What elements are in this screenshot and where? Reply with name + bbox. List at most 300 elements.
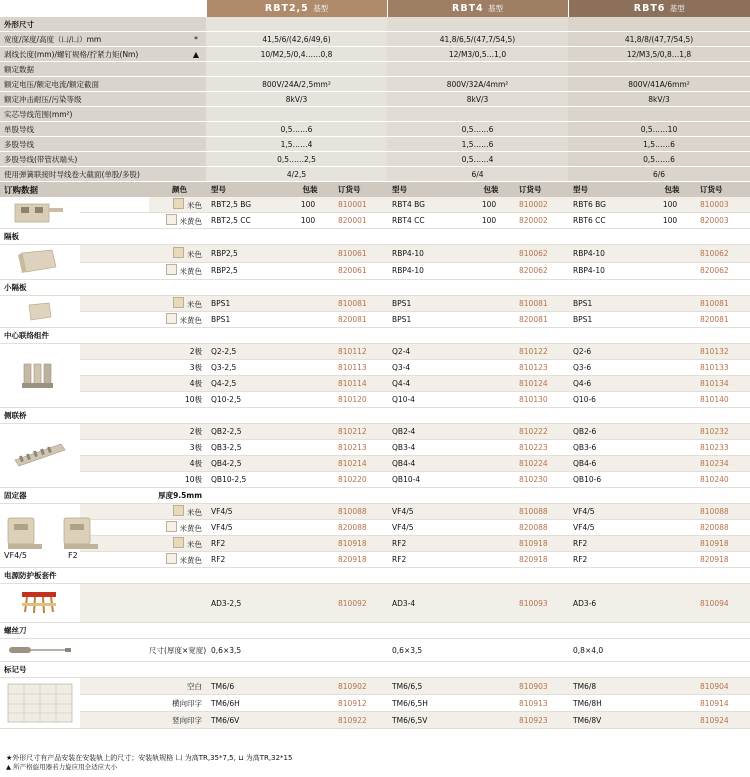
model: RF2 <box>387 536 465 552</box>
plate-illustration <box>12 247 68 277</box>
order-number: 820002 <box>513 213 568 229</box>
color-swatch-icon <box>166 214 177 225</box>
model: RBT2,5 CC <box>206 213 284 229</box>
model: RBP2,5 <box>206 262 284 280</box>
model: Q3-4 <box>387 360 465 376</box>
svg-text:F2: F2 <box>68 550 78 560</box>
section-name <box>80 197 149 213</box>
model: RF2 <box>568 552 646 568</box>
row-color: 横向印字 <box>149 695 206 712</box>
pack <box>284 245 332 263</box>
section-name: 螺丝刀 <box>0 623 206 639</box>
pack <box>284 392 332 408</box>
model: QB10-4 <box>387 472 465 488</box>
table-row <box>0 440 750 456</box>
model: VF4/5 <box>568 520 646 536</box>
pack <box>646 536 694 552</box>
model: VF4/5 <box>387 520 465 536</box>
pack <box>284 504 332 520</box>
order-number: 820001 <box>332 213 387 229</box>
table-row <box>0 296 750 312</box>
model: AD3-4 <box>387 584 465 623</box>
spec-value: 12/M3,5/0,8…1,8 <box>568 47 750 62</box>
order-number: 810924 <box>694 712 750 729</box>
row-color: 4极 <box>149 376 206 392</box>
pack <box>465 695 513 712</box>
side-bridge-icon <box>0 424 80 488</box>
terminal-block-illustration <box>9 200 71 226</box>
pack <box>284 712 332 729</box>
model: 0,6×3,5 <box>206 639 284 662</box>
spec-value: 41,5/6/(42,6/49,6) <box>206 32 387 47</box>
pack <box>465 424 513 440</box>
marker-illustration <box>4 680 76 726</box>
spec-label: 宽度/深度/高度（凵/凵）mm <box>0 32 186 47</box>
model: RF2 <box>206 552 284 568</box>
pack <box>646 312 694 328</box>
plate-icon <box>0 245 80 280</box>
section-title-row <box>0 623 750 639</box>
order-number: 810918 <box>513 536 568 552</box>
order-number: 820918 <box>513 552 568 568</box>
pack <box>646 360 694 376</box>
order-number: 810133 <box>694 360 750 376</box>
spec-icon <box>186 167 206 182</box>
footnotes <box>6 753 744 773</box>
footnote-line-2: ▲ 所产格旋用器若力旋应用全适应大小 <box>6 763 118 772</box>
model: RBT4 CC <box>387 213 465 229</box>
spec-value: 1,5……4 <box>206 137 387 152</box>
model: BPS1 <box>568 296 646 312</box>
spec-value: 4/2,5 <box>206 167 387 182</box>
order-number: 810222 <box>513 424 568 440</box>
spec-icon <box>186 107 206 122</box>
order-number <box>332 639 387 662</box>
order-number: 820918 <box>694 552 750 568</box>
order-number: 820088 <box>332 520 387 536</box>
pack <box>465 312 513 328</box>
row-color: 竖向印字 <box>149 712 206 729</box>
spec-value: 800V/32A/4mm² <box>387 77 568 92</box>
pack <box>465 360 513 376</box>
pack <box>646 344 694 360</box>
pack <box>646 376 694 392</box>
order-number: 820062 <box>694 262 750 280</box>
pack: 100 <box>465 213 513 229</box>
model: QB10-2,5 <box>206 472 284 488</box>
guard-kit-icon <box>0 584 80 623</box>
spec-row <box>0 107 750 122</box>
pack <box>284 678 332 695</box>
pack <box>465 520 513 536</box>
model: RBP4-10 <box>387 262 465 280</box>
spec-label: 剥线长度(mm)/螺钉规格/拧紧力矩(Nm) <box>0 47 186 62</box>
order-number: 810124 <box>513 376 568 392</box>
spec-value: 800V/24A/2,5mm² <box>206 77 387 92</box>
section-name: 隔板 <box>0 229 206 245</box>
order-number: 810081 <box>332 296 387 312</box>
table-row <box>0 712 750 729</box>
color-swatch-icon <box>173 198 184 209</box>
section-title-row <box>0 328 750 344</box>
order-number: 820062 <box>513 262 568 280</box>
pack <box>646 584 694 623</box>
screwdriver-icon <box>0 639 80 662</box>
model: Q10-6 <box>568 392 646 408</box>
marker-icon <box>0 678 80 729</box>
table-row <box>0 695 750 712</box>
model: 0,8×4,0 <box>568 639 646 662</box>
pack <box>646 392 694 408</box>
spec-value: 8kV/3 <box>568 92 750 107</box>
center-link-illustration <box>10 354 70 398</box>
model: VF4/5 <box>568 504 646 520</box>
spec-value <box>206 62 387 77</box>
order-pack-header: 包装 <box>284 182 332 197</box>
svg-text:VF4/5: VF4/5 <box>4 550 27 560</box>
model: AD3-6 <box>568 584 646 623</box>
spec-icon <box>186 62 206 77</box>
pack <box>646 695 694 712</box>
row-color: 10极 <box>149 392 206 408</box>
pack <box>465 504 513 520</box>
section-name: 电源防护板套件 <box>0 568 206 584</box>
pack <box>284 296 332 312</box>
pack <box>646 639 694 662</box>
order-number: 810088 <box>513 504 568 520</box>
spec-row <box>0 137 750 152</box>
pack <box>284 456 332 472</box>
footnote-text: 外形尺寸有产品安装在安装轨上的尺寸；安装轨规格 凵 为高TR,35*7,5, ⊔ 为高TR,32*15 <box>12 753 293 762</box>
order-number: 810114 <box>332 376 387 392</box>
center-link-icon <box>0 344 80 408</box>
table-row <box>0 456 750 472</box>
pack <box>465 376 513 392</box>
model: RF2 <box>387 552 465 568</box>
model: TM6/6,5 <box>387 678 465 695</box>
spec-value: 8kV/3 <box>206 92 387 107</box>
color-swatch-icon <box>173 505 184 516</box>
small-plate-illustration <box>15 299 65 325</box>
section-title-row <box>0 280 750 296</box>
order-number: 810220 <box>332 472 387 488</box>
order-model-header: 型号 <box>387 182 465 197</box>
pack: 100 <box>284 197 332 213</box>
model: Q4-4 <box>387 376 465 392</box>
table-row <box>0 678 750 695</box>
pack: 100 <box>646 213 694 229</box>
pack <box>465 584 513 623</box>
spec-label: 额定数据 <box>0 62 186 77</box>
model: AD3-2,5 <box>206 584 284 623</box>
pack <box>465 472 513 488</box>
spec-value: 41,8/6,5/(47,7/54,5) <box>387 32 568 47</box>
model: RBP4-10 <box>387 245 465 263</box>
column-header-rbt4 <box>387 0 568 17</box>
order-title: 订购数据 <box>0 182 149 197</box>
order-number: 810922 <box>332 712 387 729</box>
model: Q2-2,5 <box>206 344 284 360</box>
model: RBP2,5 <box>206 245 284 263</box>
order-number: 810092 <box>332 584 387 623</box>
order-number: 820081 <box>513 312 568 328</box>
table-row <box>0 197 750 213</box>
order-number: 810234 <box>694 456 750 472</box>
color-swatch-icon <box>173 537 184 548</box>
table-row <box>0 360 750 376</box>
spec-label: 额定冲击耐压/污染等级 <box>0 92 186 107</box>
pack <box>646 552 694 568</box>
spec-row <box>0 92 750 107</box>
pack <box>465 296 513 312</box>
spec-row <box>0 32 750 47</box>
section-name: 中心联络组件 <box>0 328 206 344</box>
pack <box>646 504 694 520</box>
pack: 100 <box>284 213 332 229</box>
spec-value: 6/4 <box>387 167 568 182</box>
spec-icon <box>186 122 206 137</box>
spec-row <box>0 47 750 62</box>
pack <box>284 520 332 536</box>
model: TM6/6,5H <box>387 695 465 712</box>
section-name: 标记号 <box>0 662 206 678</box>
order-number: 810914 <box>694 695 750 712</box>
table-row <box>0 344 750 360</box>
model: VF4/5 <box>387 504 465 520</box>
spec-value: 12/M3/0,5…1,0 <box>387 47 568 62</box>
side-bridge-illustration <box>7 436 73 476</box>
spec-value: 1,5……6 <box>387 137 568 152</box>
table-row <box>0 472 750 488</box>
order-number: 820088 <box>513 520 568 536</box>
model: QB3-4 <box>387 440 465 456</box>
model: Q4-2,5 <box>206 376 284 392</box>
table-row <box>0 262 750 280</box>
order-number: 810918 <box>332 536 387 552</box>
pack <box>465 639 513 662</box>
order-number: 810094 <box>694 584 750 623</box>
spec-label: 使用弹簧联接时导线卷大截面(单股/多股) <box>0 167 186 182</box>
table-row <box>0 312 750 328</box>
order-number: 810088 <box>332 504 387 520</box>
spec-label: 多股导线 <box>0 137 186 152</box>
spec-label: 实芯导线范围(mm²) <box>0 107 186 122</box>
model: BPS1 <box>206 312 284 328</box>
table-row <box>0 245 750 263</box>
pack <box>284 639 332 662</box>
section-title-row <box>0 408 750 424</box>
order-number: 810902 <box>332 678 387 695</box>
row-color: 米色 <box>149 504 206 520</box>
column-subtitle: 基型 <box>487 4 503 13</box>
table-row <box>0 213 750 229</box>
pack <box>646 520 694 536</box>
model: TM6/6H <box>206 695 284 712</box>
order-number: 810130 <box>513 392 568 408</box>
spec-row <box>0 77 750 92</box>
spec-value <box>568 107 750 122</box>
pack <box>465 678 513 695</box>
color-swatch-icon <box>173 247 184 258</box>
order-number: 810904 <box>694 678 750 695</box>
spec-icon <box>186 77 206 92</box>
column-subtitle: 基型 <box>669 4 685 13</box>
color-swatch-icon <box>173 297 184 308</box>
spec-row <box>0 152 750 167</box>
model: TM6/6,5V <box>387 712 465 729</box>
model: Q4-6 <box>568 376 646 392</box>
pack <box>465 262 513 280</box>
column-header-row <box>0 0 750 17</box>
row-color: 3极 <box>149 360 206 376</box>
spec-value: 0,5……10 <box>568 122 750 137</box>
order-number: 820918 <box>332 552 387 568</box>
spec-value: 0,5……4 <box>387 152 568 167</box>
model: RBP4-10 <box>568 245 646 263</box>
model: RF2 <box>568 536 646 552</box>
order-number: 810112 <box>332 344 387 360</box>
section-name: 固定器 <box>0 488 149 504</box>
order-number: 810113 <box>332 360 387 376</box>
pack <box>646 472 694 488</box>
spec-value: 41,8/8/(47,7/54,5) <box>568 32 750 47</box>
order-number: 810062 <box>694 245 750 263</box>
spec-table <box>0 0 750 182</box>
model: TM6/8H <box>568 695 646 712</box>
spec-row <box>0 122 750 137</box>
model: RBT2,5 BG <box>206 197 284 213</box>
section-name: 小隔板 <box>0 280 206 296</box>
pack <box>465 440 513 456</box>
row-color: 3极 <box>149 440 206 456</box>
spec-icon <box>186 137 206 152</box>
model: QB2-6 <box>568 424 646 440</box>
model: QB2-2,5 <box>206 424 284 440</box>
row-color: 米黄色 <box>149 213 206 229</box>
color-swatch-icon <box>166 264 177 275</box>
pack <box>284 424 332 440</box>
model: 0,6×3,5 <box>387 639 465 662</box>
pack <box>646 262 694 280</box>
order-number-header: 订货号 <box>513 182 568 197</box>
color-swatch-icon <box>166 521 177 532</box>
spec-value <box>387 107 568 122</box>
column-header-rbt25 <box>206 0 387 17</box>
order-number: 810223 <box>513 440 568 456</box>
section-title-row <box>0 662 750 678</box>
spec-value: 6/6 <box>568 167 750 182</box>
table-row <box>0 639 750 662</box>
pack <box>284 695 332 712</box>
order-number: 810061 <box>332 245 387 263</box>
footnote-line-1 <box>6 753 744 764</box>
order-number: 820081 <box>694 312 750 328</box>
spec-icon: ▲ <box>186 47 206 62</box>
pack <box>465 536 513 552</box>
order-number: 820081 <box>332 312 387 328</box>
table-row <box>0 536 750 552</box>
order-number: 810134 <box>694 376 750 392</box>
section-name: 侧联桥 <box>0 408 206 424</box>
pack: 100 <box>646 197 694 213</box>
pack <box>646 678 694 695</box>
spec-label: 多股导线(带管状端头) <box>0 152 186 167</box>
pack <box>284 552 332 568</box>
model: RBP4-10 <box>568 262 646 280</box>
model: QB10-6 <box>568 472 646 488</box>
column-header-rbt6 <box>568 0 750 17</box>
pack <box>646 424 694 440</box>
row-color: 尺寸(厚度×宽度) <box>149 639 206 662</box>
column-title: RBT4 <box>452 3 484 14</box>
section-note: 厚度9.5mm <box>149 488 206 504</box>
model: RBT6 CC <box>568 213 646 229</box>
order-number: 810230 <box>513 472 568 488</box>
table-row <box>0 520 750 536</box>
model: Q2-4 <box>387 344 465 360</box>
model: QB3-2,5 <box>206 440 284 456</box>
color-swatch-icon <box>166 553 177 564</box>
spec-icon: * <box>186 32 206 47</box>
pack <box>646 440 694 456</box>
order-number: 810140 <box>694 392 750 408</box>
spec-section-title: 外形尺寸 <box>0 17 206 32</box>
spec-value: 8kV/3 <box>387 92 568 107</box>
row-color: 空白 <box>149 678 206 695</box>
model: Q10-2,5 <box>206 392 284 408</box>
model: QB4-2,5 <box>206 456 284 472</box>
row-color: 米色 <box>149 245 206 263</box>
order-number: 810081 <box>694 296 750 312</box>
column-subtitle: 基型 <box>313 4 329 13</box>
pack: 100 <box>465 197 513 213</box>
spec-value <box>387 62 568 77</box>
order-number: 810923 <box>513 712 568 729</box>
order-number: 810122 <box>513 344 568 360</box>
spec-value: 1,5……6 <box>568 137 750 152</box>
order-number: 810088 <box>694 504 750 520</box>
order-number: 810233 <box>694 440 750 456</box>
model: QB4-4 <box>387 456 465 472</box>
order-number <box>513 639 568 662</box>
order-number: 810213 <box>332 440 387 456</box>
table-row <box>0 392 750 408</box>
row-color: 米色 <box>149 197 206 213</box>
row-color: 2极 <box>149 424 206 440</box>
fixer-icon <box>0 504 80 568</box>
model: TM6/8 <box>568 678 646 695</box>
color-swatch-icon <box>166 313 177 324</box>
spec-value <box>568 62 750 77</box>
model: BPS1 <box>568 312 646 328</box>
pack <box>284 584 332 623</box>
section-title-row <box>0 229 750 245</box>
pack <box>465 456 513 472</box>
pack <box>284 536 332 552</box>
model: BPS1 <box>387 296 465 312</box>
row-color: 米黄色 <box>149 262 206 280</box>
spec-value <box>206 107 387 122</box>
pack <box>284 312 332 328</box>
column-title: RBT6 <box>633 3 666 14</box>
row-color: 2极 <box>149 344 206 360</box>
order-number: 810212 <box>332 424 387 440</box>
spec-value: 10/M2,5/0,4……0,8 <box>206 47 387 62</box>
spec-value: 0,5……6 <box>206 122 387 137</box>
row-color: 10极 <box>149 472 206 488</box>
order-number: 810003 <box>694 197 750 213</box>
order-model-header: 型号 <box>568 182 646 197</box>
